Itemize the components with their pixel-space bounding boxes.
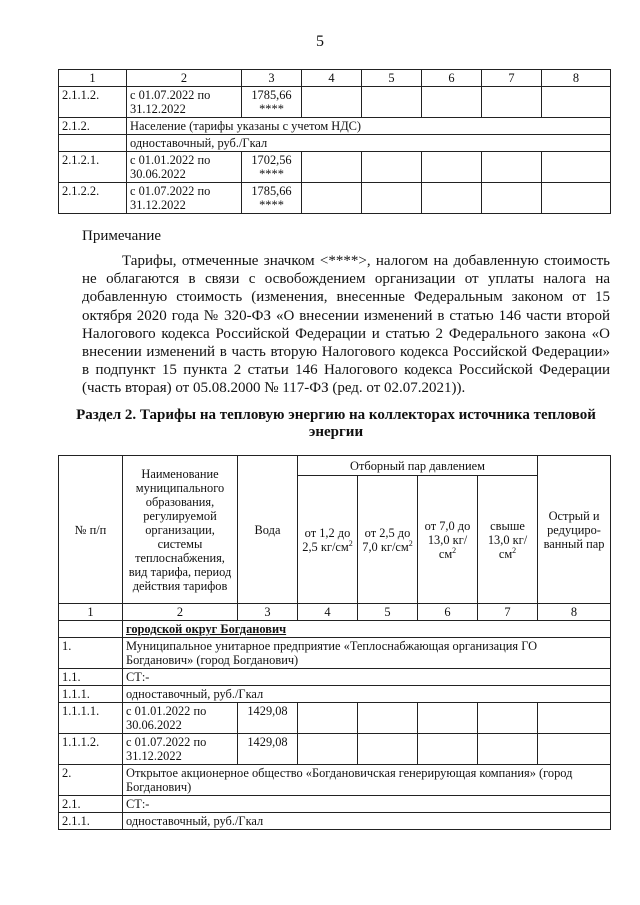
col-number: 5 bbox=[358, 604, 418, 621]
row-text: одноставочный, руб./Гкал bbox=[123, 686, 611, 703]
empty-cell bbox=[542, 87, 611, 118]
table-row bbox=[59, 765, 611, 796]
header-pressure-2 bbox=[358, 476, 418, 604]
col-number: 3 bbox=[242, 70, 302, 87]
col-number: 3 bbox=[238, 604, 298, 621]
table-row bbox=[59, 183, 611, 214]
row-number: 1.1. bbox=[59, 669, 123, 686]
superscript: 2 bbox=[512, 545, 517, 555]
row-text: одноставочный, руб./Гкал bbox=[123, 813, 611, 830]
col-number: 6 bbox=[422, 70, 482, 87]
vat-mark: **** bbox=[259, 167, 284, 181]
empty-cell bbox=[418, 734, 478, 765]
empty-cell bbox=[298, 734, 358, 765]
empty-cell bbox=[538, 703, 611, 734]
table-row bbox=[59, 638, 611, 669]
row-period: с 01.07.2022 по 31.12.2022 bbox=[123, 734, 238, 765]
superscript: 2 bbox=[348, 538, 353, 548]
table-row bbox=[59, 87, 611, 118]
header-name-label: Наименование муниципального образования, регулируемой организации, системы теплоснабжения, вид тарифа, период действия тарифов bbox=[128, 466, 232, 593]
empty-cell bbox=[298, 703, 358, 734]
header-steam-group: Отборный пар давлением bbox=[298, 456, 538, 476]
row-period: с 01.01.2022 по 30.06.2022 bbox=[127, 152, 242, 183]
collector-tariff-table bbox=[58, 455, 611, 830]
empty-cell bbox=[358, 734, 418, 765]
empty-cell bbox=[418, 703, 478, 734]
row-number: 2.1. bbox=[59, 796, 123, 813]
pressure-label: от 7,0 до 13,0 кг/см bbox=[424, 518, 471, 561]
table-row bbox=[59, 734, 611, 765]
row-text: СТ:- bbox=[123, 669, 611, 686]
vat-mark: **** bbox=[259, 198, 284, 212]
col-number: 1 bbox=[59, 70, 127, 87]
header-name bbox=[123, 456, 238, 604]
row-number: 1.1.1.2. bbox=[59, 734, 123, 765]
empty-cell bbox=[358, 703, 418, 734]
col-number: 6 bbox=[418, 604, 478, 621]
row-number: 1.1.1. bbox=[59, 686, 123, 703]
empty-cell bbox=[59, 621, 123, 638]
empty-cell bbox=[538, 734, 611, 765]
header-pressure-1 bbox=[298, 476, 358, 604]
row-number: 2.1.2. bbox=[59, 118, 127, 135]
empty-cell bbox=[478, 703, 538, 734]
tariff-table-continued bbox=[58, 69, 611, 214]
table-row bbox=[59, 813, 611, 830]
empty-cell bbox=[302, 152, 362, 183]
empty-cell bbox=[302, 183, 362, 214]
col-number: 8 bbox=[542, 70, 611, 87]
row-text: одноставочный, руб./Гкал bbox=[127, 135, 611, 152]
header-pressure-3 bbox=[418, 476, 478, 604]
row-period: с 01.01.2022 по 30.06.2022 bbox=[123, 703, 238, 734]
superscript: 2 bbox=[452, 545, 457, 555]
superscript: 2 bbox=[408, 538, 413, 548]
vat-mark: **** bbox=[259, 102, 284, 116]
column-number-row bbox=[59, 70, 611, 87]
page-number: 5 bbox=[316, 33, 324, 50]
column-number-row bbox=[59, 604, 611, 621]
row-value: 1429,08 bbox=[238, 703, 298, 734]
empty-cell bbox=[542, 152, 611, 183]
note-title: Примечание bbox=[82, 228, 162, 244]
row-number: 1. bbox=[59, 638, 123, 669]
row-text: Открытое акционерное общество «Богдановичская генерирующая компания» (город Богданович) bbox=[123, 765, 611, 796]
section-title: Раздел 2. Тарифы на тепловую энергию на коллекторах источника тепловой энергии bbox=[76, 407, 596, 440]
row-value bbox=[242, 183, 302, 214]
empty-cell bbox=[482, 152, 542, 183]
header-row bbox=[59, 456, 611, 476]
col-number: 8 bbox=[538, 604, 611, 621]
row-number: 2.1.2.2. bbox=[59, 183, 127, 214]
row-number: 2.1.1.2. bbox=[59, 87, 127, 118]
note-text bbox=[82, 252, 610, 398]
empty-cell bbox=[478, 734, 538, 765]
empty-cell bbox=[542, 183, 611, 214]
header-num-label: № п/п bbox=[74, 522, 107, 537]
row-period: с 01.07.2022 по 31.12.2022 bbox=[127, 183, 242, 214]
empty-cell bbox=[422, 87, 482, 118]
empty-cell bbox=[362, 183, 422, 214]
empty-cell bbox=[482, 87, 542, 118]
col-number: 4 bbox=[298, 604, 358, 621]
col-number: 5 bbox=[362, 70, 422, 87]
region-label: городской округ Богданович bbox=[126, 622, 287, 636]
col-number: 7 bbox=[478, 604, 538, 621]
table-row bbox=[59, 118, 611, 135]
row-value bbox=[242, 152, 302, 183]
col-number: 4 bbox=[302, 70, 362, 87]
empty-cell bbox=[362, 87, 422, 118]
empty-cell bbox=[422, 152, 482, 183]
row-number bbox=[59, 135, 127, 152]
pressure-label: от 1,2 до 2,5 кг/см bbox=[302, 525, 351, 554]
table-row bbox=[59, 796, 611, 813]
value: 1702,56 bbox=[251, 153, 292, 167]
header-water-label: Вода bbox=[254, 522, 281, 537]
pressure-label: свыше 13,0 кг/см bbox=[487, 518, 528, 561]
table-row bbox=[59, 669, 611, 686]
row-number: 2.1.2.1. bbox=[59, 152, 127, 183]
col-number: 7 bbox=[482, 70, 542, 87]
row-number: 2. bbox=[59, 765, 123, 796]
col-number: 1 bbox=[59, 604, 123, 621]
row-value: 1429,08 bbox=[238, 734, 298, 765]
row-number: 1.1.1.1. bbox=[59, 703, 123, 734]
row-period: с 01.07.2022 по 31.12.2022 bbox=[127, 87, 242, 118]
region-row bbox=[59, 621, 611, 638]
note-paragraph: Тарифы, отмеченные значком <****>, налогом на добавленную стоимость не облагаются в связи с освобождением организации от уплаты налога на добавленную стоимость (изменения, внесенные Федеральным законом от 15 октября 2020 года № 320-ФЗ «О внесении изменений в статью 146 части второй Налогового кодекса Российской Федерации и статью 2 Федерального закона «О внесении изменений в часть вторую Налогового кодекса Российской Федерации» в подпункт 15 пункта 2 статьи 146 Налогового кодекса Российской Федерации (часть вторая) от 05.08.2000 № 117-ФЗ (ред. от 02.07.2021)). bbox=[82, 253, 610, 397]
row-text: Население (тарифы указаны с учетом НДС) bbox=[127, 118, 611, 135]
col-number: 2 bbox=[127, 70, 242, 87]
table-row bbox=[59, 135, 611, 152]
header-num bbox=[59, 456, 123, 604]
header-sharp-steam bbox=[538, 456, 611, 604]
table-row bbox=[59, 703, 611, 734]
row-text: Муниципальное унитарное предприятие «Теплоснабжающая организация ГО Богданович» (город Богданович) bbox=[123, 638, 611, 669]
empty-cell bbox=[362, 152, 422, 183]
header-sharp-label: Острый и редуциро-ванный пар bbox=[543, 508, 605, 551]
row-text: СТ:- bbox=[123, 796, 611, 813]
table-row bbox=[59, 152, 611, 183]
value: 1785,66 bbox=[251, 88, 292, 102]
empty-cell bbox=[482, 183, 542, 214]
row-value bbox=[242, 87, 302, 118]
row-number: 2.1.1. bbox=[59, 813, 123, 830]
pressure-label: от 2,5 до 7,0 кг/см bbox=[362, 525, 411, 554]
region-name bbox=[123, 621, 611, 638]
col-number: 2 bbox=[123, 604, 238, 621]
empty-cell bbox=[422, 183, 482, 214]
header-pressure-4 bbox=[478, 476, 538, 604]
table-row bbox=[59, 686, 611, 703]
header-water bbox=[238, 456, 298, 604]
empty-cell bbox=[302, 87, 362, 118]
value: 1785,66 bbox=[251, 184, 292, 198]
